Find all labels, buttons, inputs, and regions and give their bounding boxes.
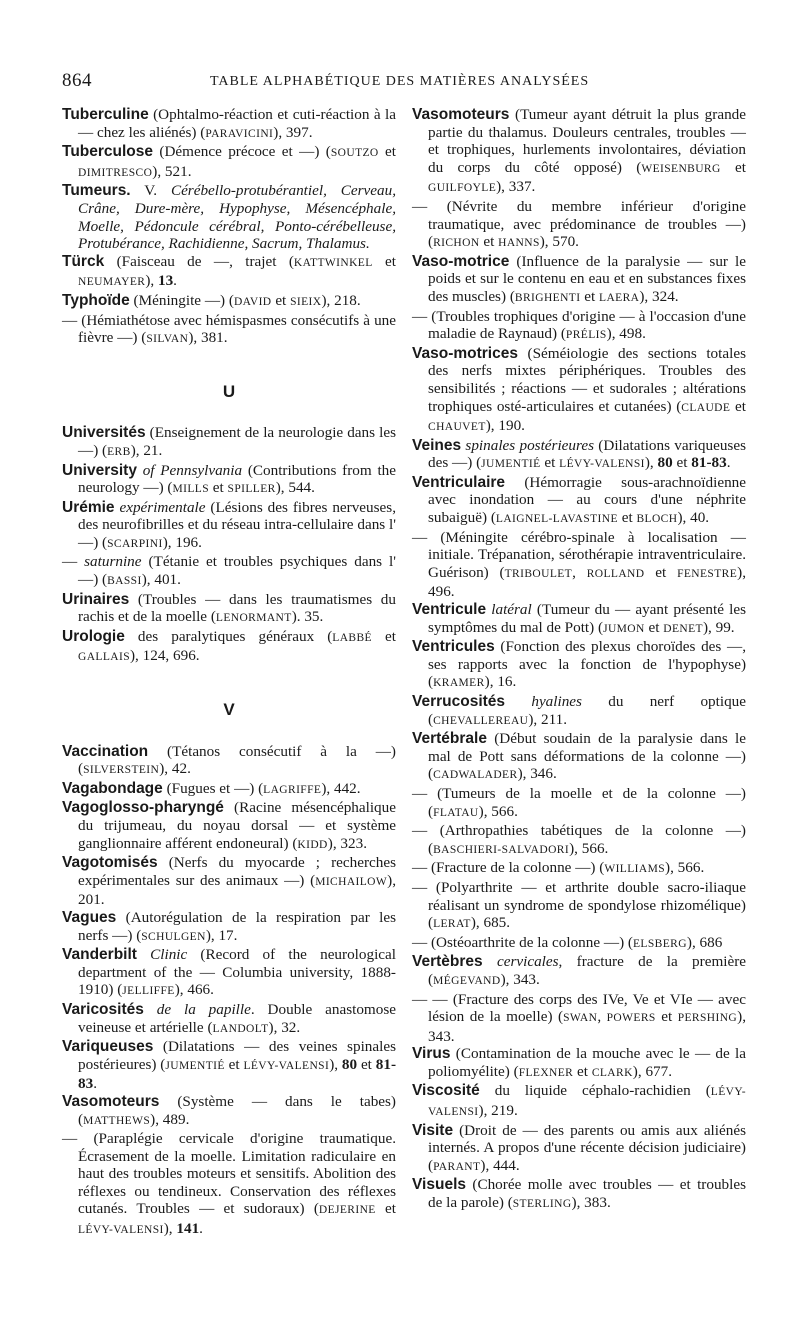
entry-text: — (Fracture de la colonne —) ( <box>412 859 605 877</box>
entry-text: ), 32. <box>268 1018 301 1036</box>
index-entry <box>62 946 396 1001</box>
entry-text: (Contamination de la mouche avec le — de la poliomyélite) ( <box>428 1045 746 1080</box>
author-name: PARANT <box>433 1160 481 1173</box>
index-entry <box>412 308 746 345</box>
entry-text: (Méningite —) ( <box>129 291 234 309</box>
entry-text: ), 337. <box>496 178 536 196</box>
index-entry <box>62 1038 396 1093</box>
index-entry-heading: Vaccination <box>62 742 149 760</box>
italic-text: spinales postérieures <box>465 436 595 454</box>
index-entry <box>62 424 396 461</box>
entry-text: ), 21. <box>130 441 163 459</box>
author-name: POWERS <box>606 1012 656 1025</box>
entry-text: ), 40. <box>677 509 710 527</box>
author-name: LAERA <box>599 291 640 304</box>
index-entry-heading: Vasomoteurs <box>62 1092 160 1110</box>
entry-text: et <box>271 291 291 309</box>
entry-text: et <box>644 618 664 636</box>
index-entry <box>412 730 746 785</box>
entry-text: ), 521. <box>152 162 192 180</box>
entry-text: (Influence de la paralysie — sur le poids et sur le contenu en eau et en substances fixes des muscles) ( <box>428 252 746 305</box>
entry-text: (Chorée molle avec troubles — et troubles de la parole) ( <box>428 1176 746 1212</box>
entry-text <box>483 953 497 970</box>
page-header <box>62 70 762 94</box>
index-entry <box>62 106 396 143</box>
entry-text: ), 401. <box>141 571 181 589</box>
entry-text: ), 397. <box>273 123 313 141</box>
entry-text: et <box>580 287 600 305</box>
entry-text: , <box>597 1008 607 1026</box>
index-entry-heading: Vagues <box>62 908 117 926</box>
author-name: SCHULGEN <box>141 930 206 943</box>
author-name: FLEXNER <box>518 1066 574 1079</box>
author-name: SILVERSTEIN <box>83 764 160 777</box>
entry-text: — (Hémiathétose avec hémispasmes consécutifs à une fièvre —) ( <box>62 311 396 347</box>
page-reference: 81-83 <box>78 1055 397 1093</box>
entry-text: — (Paraplégie cervicale d'origine traumatique. Écrasement de la moelle. Limitation radiculaire en haut des troubles moteurs et sensitifs. Abolition des réflexes ou tendineux. Conservation des réflexes cutanés. Troubles — et sudoraux) ( <box>62 1130 396 1218</box>
italic-text: latéral <box>491 601 532 619</box>
author-name: PERSHING <box>677 1012 738 1025</box>
author-name: MILLS <box>172 483 209 496</box>
entry-text <box>505 693 531 710</box>
author-name: CLAUDE <box>681 401 731 414</box>
index-entry <box>412 693 746 730</box>
author-name: SOUTZO <box>330 147 379 160</box>
author-name: NEUMAYER <box>78 276 146 289</box>
author-name: MICHAILOW <box>315 875 388 888</box>
entry-text: (Tumeur du — ayant présenté les symptômes du mal de Pott) ( <box>428 601 746 636</box>
page-reference: 81-83 <box>691 454 727 472</box>
entry-text: et <box>540 454 560 472</box>
entry-text: — — (Fracture des corps des IVe, Ve et VIe — avec lésion de la moelle) ( <box>412 990 746 1026</box>
index-entry-heading: Vertébrale <box>412 730 487 748</box>
author-name: BASSI <box>107 575 142 588</box>
author-name: LABBÉ <box>332 631 372 644</box>
index-entry-heading: Verrucosités <box>412 693 506 710</box>
italic-text: Clinic <box>150 946 188 964</box>
entry-text: et <box>617 509 637 527</box>
index-entry <box>412 1122 746 1177</box>
index-entry <box>62 1093 396 1130</box>
index-entry <box>62 143 396 182</box>
index-entry <box>412 638 746 693</box>
entry-text: — (Polyarthrite — et arthrite double sacro-iliaque réalisant un syndrome de spondylose rhizomélique) ( <box>412 878 746 932</box>
entry-text: V. <box>130 182 171 200</box>
entry-text: ), 16. <box>484 673 517 691</box>
index-entry <box>412 879 746 934</box>
entry-text: ), 383. <box>571 1194 611 1212</box>
index-entry <box>62 253 396 292</box>
author-name: CHEVALLEREAU <box>433 714 529 727</box>
entry-text: et <box>720 158 746 176</box>
entry-text: (Système — dans le tabes) ( <box>78 1092 396 1128</box>
author-name: DIMITRESCO <box>78 166 153 179</box>
index-entry <box>62 312 396 349</box>
index-entry <box>62 553 396 590</box>
entry-text: ), 323. <box>327 834 368 852</box>
index-entry <box>62 591 396 628</box>
entry-text: — (Méningite cérébro-spinale à localisation — initiale. Trépanation, sérothérapie intraventriculaire. Guérison) ( <box>412 528 746 581</box>
page-reference: 80 <box>657 454 673 472</box>
index-entry <box>412 345 746 437</box>
entry-text: ), 466. <box>174 981 214 999</box>
index-entry <box>412 106 746 198</box>
entry-text: ), <box>644 454 658 472</box>
entry-text: (Droit de — des parents ou amis aux aliénés internés. A propos d'une récente décision judiciaire) ( <box>428 1121 746 1174</box>
index-entry <box>62 182 396 252</box>
index-entry-heading: Vaso-motrices <box>412 344 518 362</box>
index-entry <box>412 601 746 638</box>
entry-text: ), 489. <box>150 1110 190 1128</box>
entry-text: ), 685. <box>470 914 511 932</box>
entry-text: — <box>62 553 85 571</box>
index-entry <box>412 253 746 308</box>
entry-text: (Lésions des fibres nerveuses, des neurofibrilles et du réseau intra-cellulaire dans l' —) ( <box>78 498 396 551</box>
author-name: PARAVICINI <box>205 127 274 140</box>
author-name: CLARK <box>591 1066 633 1079</box>
entry-text: ), 381. <box>188 329 228 347</box>
author-name: LENORMANT <box>215 612 292 625</box>
index-column-left <box>62 106 396 1240</box>
entry-text: . <box>726 454 731 472</box>
index-entry <box>412 822 746 859</box>
entry-text: — (Névrite du membre inférieur d'origine traumatique, avec prédominance de troubles —) ( <box>412 197 746 251</box>
index-entry-heading: Urologie <box>62 627 125 645</box>
index-entry-heading: Urémie <box>62 498 115 516</box>
author-name: KRAMER <box>433 677 485 690</box>
entry-text: — (Tumeurs de la moelle et de la colonne —) ( <box>412 784 746 820</box>
author-name: FENESTRE <box>677 567 738 580</box>
entry-text: ), 42. <box>159 760 191 778</box>
index-entry-heading: Ventricule <box>412 601 487 619</box>
author-name: SCARPINI <box>107 537 163 550</box>
index-entry <box>62 1001 396 1038</box>
index-entry-heading: Tuberculine <box>62 106 149 123</box>
author-name: KIDD <box>297 838 328 851</box>
index-entry-heading: Typhoïde <box>62 291 130 309</box>
author-name: GALLAIS <box>78 651 130 664</box>
page-reference: 13 <box>157 272 174 290</box>
entry-text: (Ophtalmo-réaction et cuti-réaction à la — chez les aliénés) ( <box>78 106 396 141</box>
index-entry <box>412 953 746 990</box>
entry-text: et <box>644 563 678 581</box>
page-number: 864 <box>62 70 92 91</box>
index-entry <box>412 1082 746 1121</box>
author-name: RICHON <box>433 237 480 250</box>
author-name: BLOCH <box>636 513 678 526</box>
author-name: MATTHEWS <box>83 1114 151 1127</box>
author-name: MÉGEVAND <box>433 974 501 987</box>
index-entry <box>412 991 746 1046</box>
entry-text: du liquide céphalo-rachidien ( <box>479 1082 711 1100</box>
entry-text: et <box>730 397 746 415</box>
index-entry-heading: Tumeurs. <box>62 182 131 200</box>
author-name: CADWALADER <box>433 769 518 782</box>
entry-text: du nerf optique ( <box>428 693 746 728</box>
author-name: CHAUVET <box>428 421 486 434</box>
page-reference: 141 <box>176 1220 200 1238</box>
running-title: TABLE ALPHABÉTIQUE DES MATIÈRES ANALYSÉES <box>210 74 590 89</box>
entry-text: — (Arthropathies tabétiques de la colonne —) ( <box>412 822 746 857</box>
entry-text: (Début soudain de la paralysie dans le mal de Pott sans déformations de la colonne —) ( <box>428 730 746 783</box>
entry-text: et <box>655 1008 678 1026</box>
author-name: ERB <box>107 445 131 458</box>
author-name: LÉVY-VALENSI <box>243 1059 330 1072</box>
italic-text: hyalines <box>531 693 582 710</box>
index-entry <box>62 854 396 909</box>
entry-text: ), 544. <box>275 479 315 497</box>
entry-text: ), 566. <box>665 859 705 877</box>
author-name: JELLIFFE <box>122 985 175 998</box>
entry-text: , fracture de la première ( <box>428 953 747 988</box>
entry-text: et <box>378 143 396 161</box>
author-name: JUMENTIÉ <box>165 1059 225 1072</box>
entry-text: ), 686 <box>686 933 723 951</box>
entry-text: ), 566. <box>569 839 609 857</box>
entry-text: ), 99. <box>702 618 735 636</box>
index-entry-heading: Vagotomisés <box>62 854 158 872</box>
entry-text: . <box>173 272 177 290</box>
index-entry <box>412 529 746 601</box>
author-name: JUMENTIÉ <box>481 458 541 471</box>
index-entry <box>412 1176 746 1213</box>
entry-text: et <box>375 1200 396 1218</box>
author-name: SPILLER <box>227 483 276 496</box>
entry-text: ), <box>329 1055 342 1073</box>
author-name: WEISENBURG <box>641 162 721 175</box>
index-entry-heading: Vasomoteurs <box>412 106 510 123</box>
author-name: DAVID <box>233 295 272 308</box>
entry-text: (Nerfs du myocarde ; recherches expérimentales sur des animaux —) ( <box>78 854 396 889</box>
italic-text: cervicales <box>496 953 559 971</box>
author-name: LANDOLT <box>212 1022 269 1035</box>
entry-text: ), 496. <box>428 563 746 601</box>
entry-text: — (Troubles trophiques d'origine — à l'occasion d'une maladie de Raynaud) ( <box>412 307 746 343</box>
index-entry-heading: Universités <box>62 424 146 442</box>
entry-text: ), 196. <box>162 533 202 551</box>
entry-text: ), 343. <box>428 1008 746 1045</box>
entry-text: et <box>573 1062 592 1080</box>
entry-text: ), 498. <box>606 325 646 343</box>
index-entry <box>412 198 746 253</box>
section-letter: U <box>222 381 236 401</box>
entry-text: ), 444. <box>480 1156 520 1174</box>
section-letter: V <box>223 700 235 720</box>
entry-text: ), <box>145 272 158 290</box>
entry-text: — (Ostéoarthrite de la colonne —) ( <box>412 933 633 951</box>
index-entry-heading: Visuels <box>412 1176 467 1194</box>
index-column-right <box>412 106 746 1214</box>
entry-text: ), <box>163 1220 177 1238</box>
entry-text: ), 211. <box>528 710 568 728</box>
entry-text: ), 17. <box>205 926 238 944</box>
entry-text: . <box>199 1220 203 1238</box>
page-reference: 80 <box>341 1055 358 1073</box>
entry-text: ), 442. <box>321 779 361 797</box>
entry-text: (Tétanos consécutif à la —) ( <box>78 742 396 778</box>
index-entry <box>62 628 396 667</box>
author-name: LERAT <box>433 918 471 931</box>
entry-text: (Dilatations — des veines spinales postérieures) ( <box>78 1038 396 1073</box>
entry-text: (Autorégulation de la respiration par les nerfs —) ( <box>78 908 396 944</box>
entry-text: ), 124, 696. <box>130 647 200 665</box>
entry-text: ), 346. <box>517 765 557 783</box>
entry-text: (Démence précoce et —) ( <box>153 143 331 161</box>
author-name: ELSBERG <box>632 937 687 950</box>
italic-text: of Pennsylvania <box>142 461 243 479</box>
index-entry <box>62 909 396 946</box>
entry-text: et <box>672 454 692 472</box>
entry-text: ). 35. <box>291 608 324 626</box>
author-name: ROLLAND <box>586 567 645 580</box>
entry-text: ), 219. <box>478 1102 518 1120</box>
entry-text: (Fonction des plexus choroïdes des —, ses rapports avec la fonction de l'hypophyse) ( <box>428 638 746 691</box>
entry-text: et <box>208 479 228 497</box>
entry-text: ), 201. <box>78 871 396 909</box>
index-entry <box>62 743 396 780</box>
index-entry-heading: University <box>62 461 137 479</box>
index-entry <box>62 292 396 312</box>
entry-text: (Tumeur ayant détruit la plus grande partie du thalamus. Douleurs centrales, troubles — et trophiques, hurlements involontaires, déviation du corps du côté opposé) ( <box>428 106 746 176</box>
index-entry-heading: Viscosité <box>412 1082 480 1100</box>
entry-text: ), 324. <box>639 287 679 305</box>
index-entry-heading: Vagoglosso-pharyngé <box>62 799 224 817</box>
entry-text: (Séméiologie des sections totales des nerfs mixtes périphériques. Troubles des sensibilités ; réactions — et sudorales ; altérations trophiques osté-articulaires et cutanées) ( <box>428 344 746 415</box>
index-entry <box>62 1130 396 1240</box>
author-name: BASCHIERI-SALVADORI <box>433 843 570 856</box>
italic-text: expérimentale <box>119 498 206 516</box>
author-name: HANNS <box>498 237 540 250</box>
author-name: WILLIAMS <box>604 863 666 876</box>
index-entry-heading: Varicosités <box>62 1000 144 1018</box>
author-name: STERLING <box>512 1198 572 1211</box>
entry-text: . Double anastomose veineuse et artérielle ( <box>78 1000 396 1036</box>
entry-text: (Fugues et —) ( <box>162 779 264 797</box>
entry-text: ), 218. <box>321 291 361 309</box>
author-name: PRÉLIS <box>565 329 607 342</box>
index-entry <box>412 785 746 822</box>
entry-text: (Record of the neurological department of the — Columbia university, 1888-1910) ( <box>78 946 397 999</box>
author-name: SIEIX <box>290 295 322 308</box>
entry-text: (Hémorragie sous-arachnoïdienne avec inondation — au cours d'une néphrite subaiguë) ( <box>428 473 746 527</box>
author-name: JUMON <box>603 622 645 635</box>
index-entry-heading: Veines <box>412 436 462 454</box>
index-entry-heading: Vertèbres <box>412 953 483 971</box>
entry-text: et <box>372 252 396 270</box>
entry-text: (Contributions from the neurology —) ( <box>78 461 396 497</box>
entry-text: (Enseignement de la neurologie dans les —) ( <box>78 424 396 459</box>
index-entry-heading: Ventriculaire <box>412 473 506 491</box>
author-name: KATTWINKEL <box>293 256 373 269</box>
italic-text: de la papille <box>156 1000 251 1018</box>
author-name: LÉVY-VALENSI <box>559 458 645 471</box>
index-entry-heading: Urinaires <box>62 590 130 608</box>
entry-text: ), 570. <box>539 233 579 251</box>
entry-text: (Dilatations variqueuses des —) ( <box>428 436 746 472</box>
author-name: LAIGNEL-LAVASTINE <box>495 513 618 526</box>
author-name: LÉVY-VALENSI <box>78 1224 164 1237</box>
entry-text: , <box>572 563 587 581</box>
entry-text: ), 566. <box>478 802 518 820</box>
index-entry <box>412 934 746 954</box>
author-name: DEJERINE <box>318 1204 376 1217</box>
entry-text: ), 190. <box>485 417 525 435</box>
entry-text: (Faisceau de —, trajet ( <box>104 252 294 270</box>
italic-text: saturnine <box>84 553 142 571</box>
index-entry-heading: Variqueuses <box>62 1038 154 1056</box>
index-entry-heading: Visite <box>412 1121 454 1139</box>
entry-text: et <box>371 627 396 645</box>
entry-text: (Troubles — dans les traumatismes du rachis et de la moelle ( <box>78 590 396 626</box>
entry-text: (Tétanie et troubles psychiques dans l' —) ( <box>78 553 396 589</box>
author-name: LÉVY-VALENSI <box>428 1086 746 1119</box>
entry-text: . <box>93 1075 97 1093</box>
index-entry-heading: Türck <box>62 252 105 270</box>
entry-text: et <box>479 233 499 251</box>
author-name: TRIBOULET <box>504 567 573 580</box>
index-entry-heading: Vaso-motrice <box>412 252 510 270</box>
entry-text <box>144 1001 157 1018</box>
index-entry <box>412 474 746 529</box>
author-name: LAGRIFFE <box>263 783 322 796</box>
entry-text: et <box>357 1055 376 1073</box>
italic-text: Cérébello-protubérantiel, Cerveau, Crâne, Dure-mère, Hypophyse, Mésencéphale, Moelle, Pédoncule cérébral, Ponto-cérébelleuse, Protubérance, Rachidienne, Sacrum, Thalamus. <box>78 182 396 253</box>
index-entry-heading: Vagabondage <box>62 779 163 797</box>
index-entry <box>62 499 396 554</box>
index-entry <box>62 462 396 499</box>
index-entry <box>62 799 396 854</box>
entry-text: ), 677. <box>632 1062 673 1080</box>
author-name: BRIGHENTI <box>514 291 581 304</box>
author-name: GUILFOYLE <box>428 182 497 195</box>
index-entry-heading: Vanderbilt <box>62 946 137 964</box>
entry-text: ), 343. <box>500 970 540 988</box>
index-entry <box>412 437 746 474</box>
entry-text: (Racine mésencéphalique du trijumeau, du noyau dorsal — et système ganglionnaire afférent endoneural) ( <box>78 799 396 852</box>
author-name: FLATAU <box>433 806 479 819</box>
index-entry <box>412 1045 746 1082</box>
author-name: SILVAN <box>146 333 189 346</box>
index-entry <box>412 859 746 879</box>
author-name: SWAN <box>563 1012 598 1025</box>
author-name: DENET <box>663 622 703 635</box>
entry-text: et <box>224 1055 244 1073</box>
index-entry <box>62 780 396 800</box>
entry-text: des paralytiques généraux ( <box>124 627 333 645</box>
index-entry-heading: Tuberculose <box>62 143 154 161</box>
entry-text <box>137 946 150 963</box>
index-entry-heading: Ventricules <box>412 638 495 656</box>
index-entry-heading: Virus <box>412 1045 451 1063</box>
